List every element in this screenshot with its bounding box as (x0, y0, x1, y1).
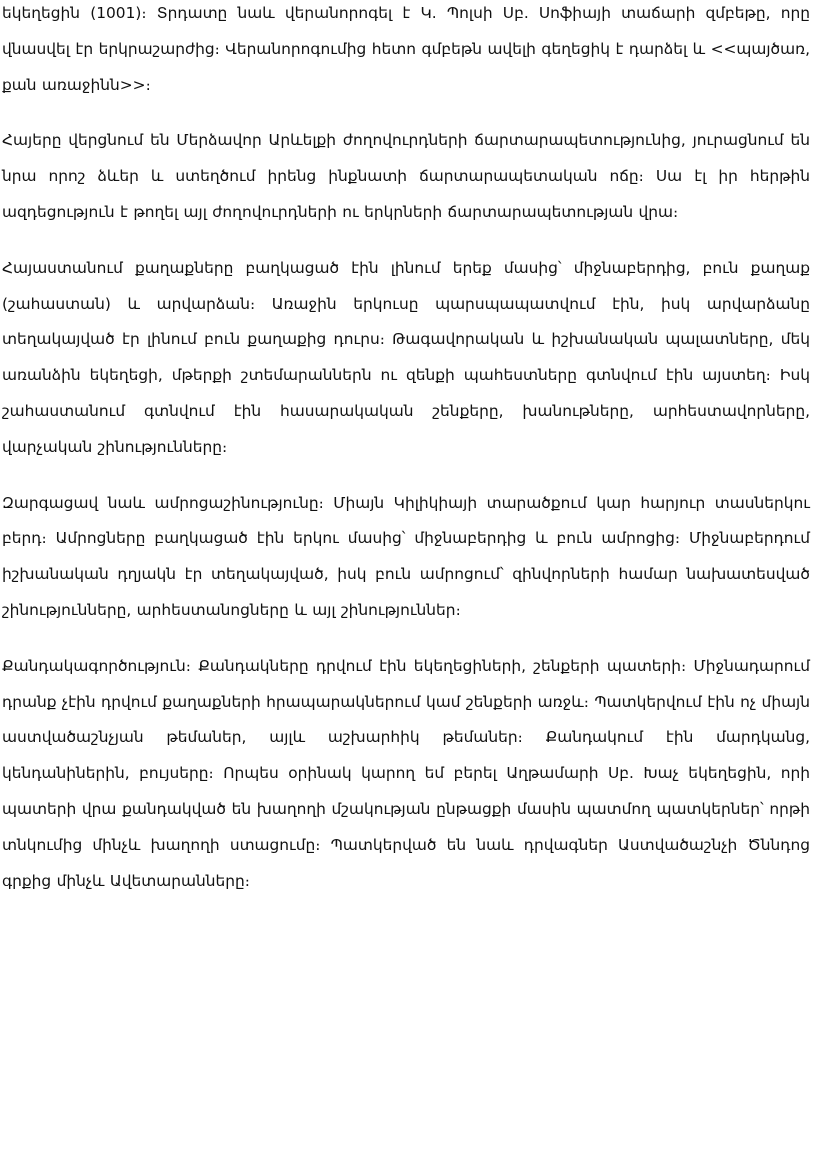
paragraph-sculpture: Քանդակագործություն։ Քանդակները դրվում էին եկեղեցիների, շենքերի պատերի։ Միջնադարում դրանք չէին դրվում քաղաքների հրապարակներում կամ շենքերի առջև։ Պատկերվում էին ոչ միայն աստվածաշնչյան թեմաներ, այլև աշխարհիկ թեմաներ։ Քանդակում էին մարդկանց, կենդանիներին, բույսերը։ Որպես օրինակ կարող եմ բերել Աղթամարի Սբ. Խաչ եկեղեցին, որի պատերի վրա քանդակված են խաղողի մշակության ընթացքի մասին պատմող պատկերներ՝ որթի տնկումից մինչև խաղողի ստացումը։ Պատկերված են նաև դրվագներ Աստվածաշնչի Ծննդոց գրքից մինչև Ավետարանները։ (2, 656, 810, 890)
paragraph-trdat: եկեղեցին (1001)։ Տրդատը նաև վերանորոգել է Կ. Պոլսի Սբ. Սոֆիայի տաճարի զմբեթը, որը վնասվել էր երկրաշարժից։ Վերանորոգումից հետո գմբեթն ավելի գեղեցիկ է դարձել և <<պայծառ, քան առաջինն>>։ (2, 4, 810, 94)
paragraph-fortresses: Զարգացավ նաև ամրոցաշինությունը։ Միայն Կիլիկիայի տարածքում կար հարյուր տասներկու բերդ։ Ամրոցները բաղկացած էին երկու մասից՝ միջնաբերդից և բուն ամրոցից։ Միջնաբերդում իշխանական դղյակն էր տեղակայված, իսկ բուն ամրոցում՝ զինվորների համար նախատեսված շինությունները, արհեստանոցները և այլ շինություններ։ (2, 493, 810, 619)
paragraph-cities: Հայաստանում քաղաքները բաղկացած էին լինում երեք մասից՝ միջնաբերդից, բուն քաղաք (շահաստան) և արվարձան։ Առաջին երկուսը պարսպապատվում էին, իսկ արվարձանը տեղակայված էր լինում բուն քաղաքից դուրս։ Թագավորական և իշխանական պալատները, մեկ առանձին եկեղեցի, մթերքի շտեմարաններն ու զենքի պահեստները գտնվում էին այստեղ։ Իսկ շահաստանում գտնվում էին հասարակական շենքերը, խանութները, արհեստավորները, վարչական շինությունները։ (2, 258, 810, 456)
paragraph-architecture-style: Հայերը վերցնում են Մերձավոր Արևելքի ժողովուրդների ճարտարապետությունից, յուրացնում են նրա որոշ ձևեր և ստեղծում իրենց ինքնատի ճարտարապետական ոճը։ Սա էլ իր հերթին ազդեցություն է թողել այլ ժողովուրդների ու երկրների ճարտարապետության վրա։ (2, 131, 810, 221)
